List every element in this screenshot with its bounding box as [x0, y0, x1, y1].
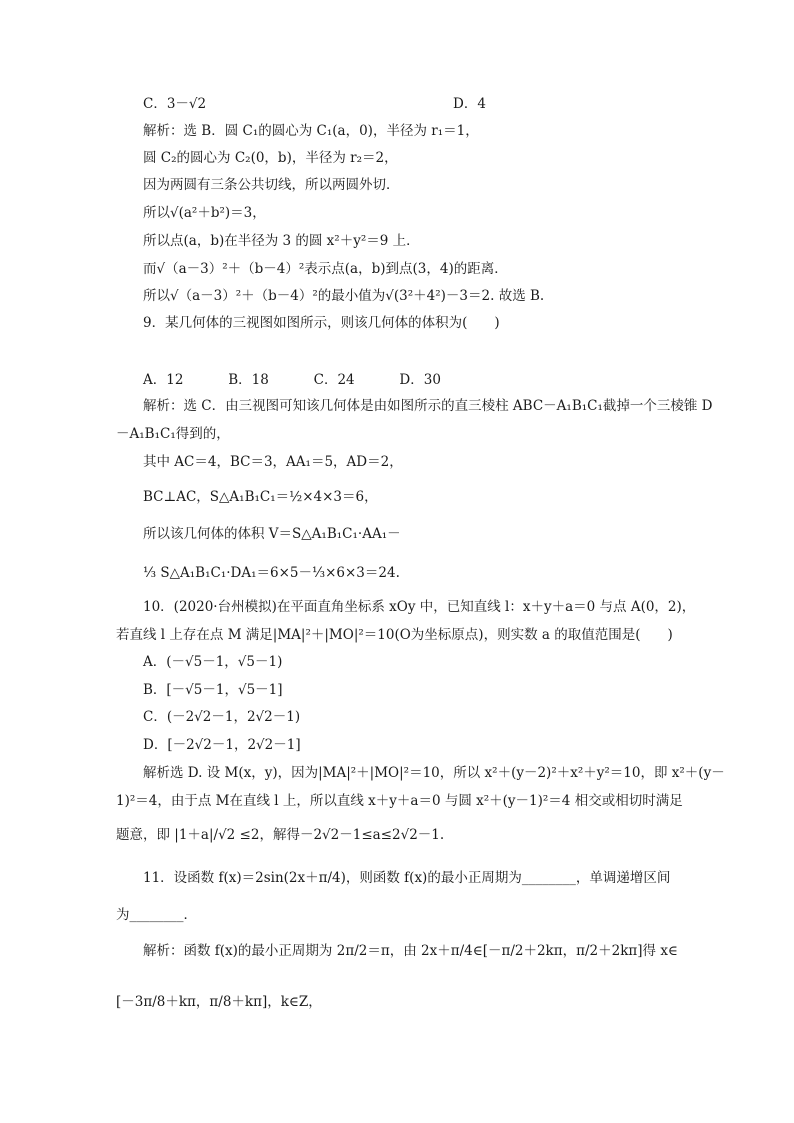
text-line: 若直线 l 上存在点 M 满足|MA|²＋|MO|²＝10(O为坐标原点)，则实数 a 的取值范围是( ) [116, 627, 673, 643]
text-line: －A₁B₁C₁得到的， [116, 426, 230, 442]
option-d: D．4 [453, 96, 486, 112]
text-line: 所以该几何体的体积 V＝S△A₁B₁C₁·AA₁－ [143, 526, 401, 542]
text-line: 为________． [116, 907, 197, 923]
text-line: 其中 AC＝4，BC＝3，AA₁＝5，AD＝2， [143, 454, 403, 470]
text-line: BC⊥AC，S△A₁B₁C₁＝½×4×3＝6， [143, 489, 378, 505]
text-line: 所以√(a²＋b²)＝3， [143, 205, 266, 221]
options-9: A．12 B．18 C．24 D．30 [143, 372, 441, 388]
option-d: D．[－2√2－1，2√2－1] [143, 737, 301, 753]
text-line: [－3π/8＋kπ，π/8＋kπ]，k∈Z， [116, 994, 322, 1010]
text-line: 1)²＝4，由于点 M在直线 l 上，所以直线 x＋y＋a＝0 与圆 x²＋(y－1)²＝4 相交或相切时满足 [116, 793, 683, 809]
text-line: 所以点(a，b)在半径为 3 的圆 x²＋y²＝9 上． [143, 233, 420, 249]
question-9: 9．某几何体的三视图如图所示，则该几何体的体积为( ) [143, 315, 500, 331]
question-10: 10．(2020·台州模拟)在平面直角坐标系 xOy 中，已知直线 l：x＋y＋a＝0 与点 A(0，2)， [143, 599, 696, 615]
option-c: C．3－√2 [143, 96, 207, 112]
text-line: ⅓ S△A₁B₁C₁·DA₁＝6×5－⅓×6×3＝24. [143, 565, 400, 581]
text-line: 解析：函数 f(x)的最小正周期为 2π/2＝π，由 2x＋π/4∈[－π/2＋2kπ，π/2＋2kπ]得 x∈ [143, 943, 678, 959]
option-b: B．[－√5－1，√5－1] [143, 682, 283, 698]
text-line: 解析：选 B．圆 C₁的圆心为 C₁(a，0)，半径为 r₁＝1， [143, 123, 479, 139]
text-line: 解析：选 C．由三视图可知该几何体是由如图所示的直三棱柱 ABC－A₁B₁C₁截掉一个三棱锥 D [143, 398, 713, 414]
text-line: 题意，即 |1＋a|/√2 ≤2，解得－2√2－1≤a≤2√2－1. [116, 827, 445, 843]
option-a: A．(－√5－1，√5－1) [143, 654, 283, 670]
text-line: 解析选 D. 设 M(x，y)，因为|MA|²＋|MO|²＝10，所以 x²＋(y－2)²＋x²＋y²＝10，即 x²＋(y－ [143, 765, 725, 781]
question-11: 11．设函数 f(x)＝2sin(2x＋π/4)，则函数 f(x)的最小正周期为________，单调递增区间 [143, 870, 671, 886]
text-line: 因为两圆有三条公共切线，所以两圆外切． [143, 177, 400, 193]
option-c: C．(－2√2－1，2√2－1) [143, 709, 301, 725]
text-line: 圆 C₂的圆心为 C₂(0，b)，半径为 r₂＝2， [143, 150, 398, 166]
text-line: 所以√（a－3）²＋（b－4）²的最小值为√(3²＋4²)－3＝2. 故选 B. [143, 288, 545, 304]
text-line: 而√（a－3）²＋（b－4）²表示点(a，b)到点(3，4)的距离． [143, 261, 508, 277]
